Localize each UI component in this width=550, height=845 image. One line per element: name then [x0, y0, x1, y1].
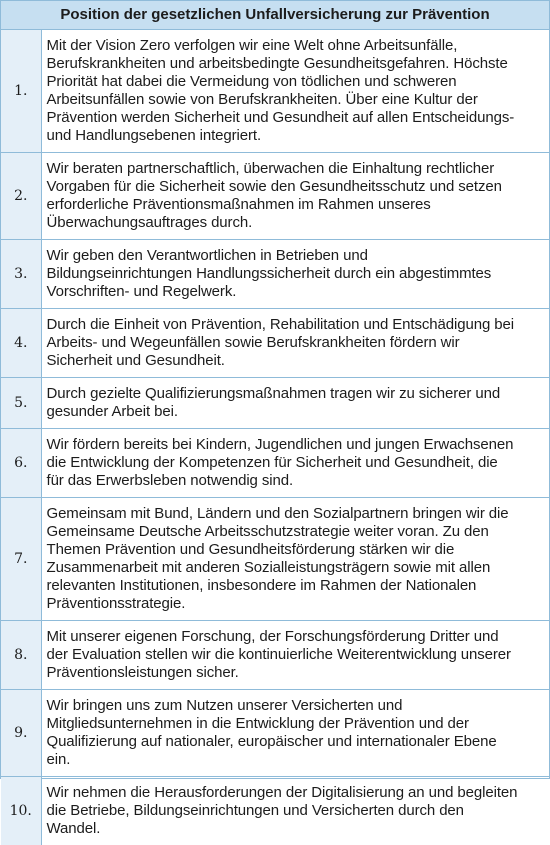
row-number: 4. [1, 309, 41, 378]
table-row [1, 240, 549, 309]
text-line: Bildungseinrichtungen Handlungssicherheit durch ein abgestimmtes [47, 265, 544, 283]
row-text [41, 498, 549, 621]
table-row [1, 378, 549, 429]
row-number: 2. [1, 153, 41, 240]
items-body [1, 30, 549, 845]
text-line: relevanten Institutionen, insbesondere im Rahmen der Nationalen [47, 577, 544, 595]
row-text [41, 240, 549, 309]
text-line: Wir fördern bereits bei Kindern, Jugendlichen und jungen Erwachsenen [47, 436, 544, 454]
row-number: 5. [1, 378, 41, 429]
text-line: Wir geben den Verantwortlichen in Betrieben und [47, 247, 544, 265]
table-row [1, 153, 549, 240]
text-line: Gemeinsame Deutsche Arbeitsschutzstrategie weiter voran. Zu den [47, 523, 544, 541]
text-line: Gemeinsam mit Bund, Ländern und den Sozialpartnern bringen wir die [47, 505, 544, 523]
table-row [1, 777, 549, 845]
row-number: 10. [1, 777, 41, 845]
row-number: 1. [1, 30, 41, 153]
text-line: und Handlungsebenen integriert. [47, 127, 544, 145]
text-line: Vorgaben für die Sicherheit sowie den Gesundheitsschutz und setzen [47, 178, 544, 196]
text-line: Vorschriften- und Regelwerk. [47, 283, 544, 301]
table-row [1, 429, 549, 498]
text-line: der Evaluation stellen wir die kontinuierliche Weiterentwicklung unserer [47, 646, 544, 664]
table-row [1, 30, 549, 153]
row-number: 9. [1, 690, 41, 777]
text-line: Qualifizierung auf nationaler, europäischer und internationaler Ebene [47, 733, 544, 751]
row-text [41, 30, 549, 153]
text-line: Arbeits- und Wegeunfällen sowie Berufskrankheiten fördern wir [47, 334, 544, 352]
row-number: 8. [1, 621, 41, 690]
text-line: Durch die Einheit von Prävention, Rehabilitation und Entschädigung bei [47, 316, 544, 334]
text-line: gesunder Arbeit bei. [47, 403, 544, 421]
text-line: Präventionsstrategie. [47, 595, 544, 613]
text-line: Wir beraten partnerschaftlich, überwachen die Einhaltung rechtlicher [47, 160, 544, 178]
row-text [41, 621, 549, 690]
text-line: Wir bringen uns zum Nutzen unserer Versicherten und [47, 697, 544, 715]
row-text [41, 378, 549, 429]
text-line: Überwachungsauftrages durch. [47, 214, 544, 232]
text-line: Arbeitsunfällen sowie von Berufskrankheiten. Über eine Kultur der [47, 91, 544, 109]
text-line: Durch gezielte Qualifizierungsmaßnahmen tragen wir zu sicherer und [47, 385, 544, 403]
text-line: Mit der Vision Zero verfolgen wir eine Welt ohne Arbeitsunfälle, [47, 37, 544, 55]
row-text [41, 153, 549, 240]
row-number: 7. [1, 498, 41, 621]
text-line: Zusammenarbeit mit anderen Sozialleistungsträgern sowie mit allen [47, 559, 544, 577]
row-text [41, 777, 549, 845]
text-line: Mitgliedsunternehmen in die Entwicklung der Prävention und der [47, 715, 544, 733]
text-line: Mit unserer eigenen Forschung, der Forschungsförderung Dritter und [47, 628, 544, 646]
table-row [1, 690, 549, 777]
text-line: Sicherheit und Gesundheit. [47, 352, 544, 370]
table-title: Position der gesetzlichen Unfallversicherung zur Prävention [1, 1, 549, 30]
text-line: die Entwicklung der Kompetenzen für Sicherheit und Gesundheit, die [47, 454, 544, 472]
text-line: Berufskrankheiten und arbeitsbedingte Gesundheitsgefahren. Höchste [47, 55, 544, 73]
row-text [41, 690, 549, 777]
table-row [1, 309, 549, 378]
text-line: ein. [47, 751, 544, 769]
row-number: 3. [1, 240, 41, 309]
table-row [1, 621, 549, 690]
text-line: Wir nehmen die Herausforderungen der Digitalisierung an und begleiten [47, 784, 544, 802]
row-text [41, 429, 549, 498]
text-line: für das Erwerbsleben notwendig sind. [47, 472, 544, 490]
text-line: die Betriebe, Bildungseinrichtungen und Versicherten durch den [47, 802, 544, 820]
table-row [1, 498, 549, 621]
text-line: Präventionsleistungen sicher. [47, 664, 544, 682]
text-line: erforderliche Präventionsmaßnahmen im Rahmen unseres [47, 196, 544, 214]
text-line: Prävention werden Sicherheit und Gesundheit auf allen Entscheidungs- [47, 109, 544, 127]
text-line: Themen Prävention und Gesundheitsförderung stärken wir die [47, 541, 544, 559]
text-line: Priorität hat dabei die Vermeidung von tödlichen und schweren [47, 73, 544, 91]
items-table [1, 30, 549, 845]
row-text [41, 309, 549, 378]
text-line: Wandel. [47, 820, 544, 838]
row-number: 6. [1, 429, 41, 498]
